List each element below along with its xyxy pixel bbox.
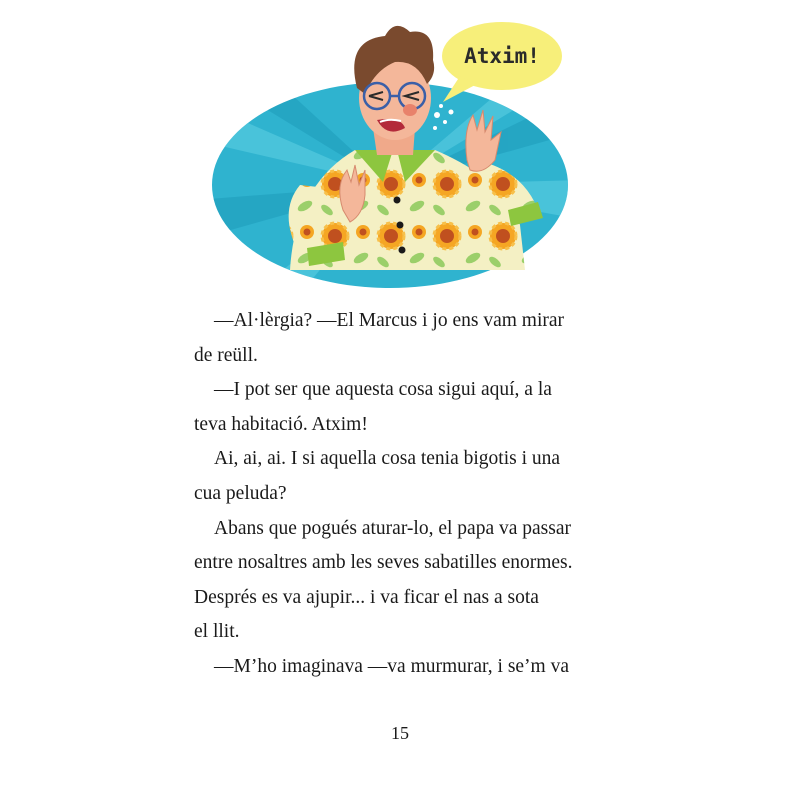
text-line: de reüll. [194, 344, 258, 366]
speech-bubble [442, 22, 562, 102]
text-line: Ai, ai, ai. I si aquella cosa tenia bigotis i una [214, 448, 561, 470]
page-number: 15 [391, 723, 409, 743]
text-line: —M’ho imaginava —va murmurar, i se’m va [214, 655, 569, 677]
text-line: Abans que pogués aturar-lo, el papa va passar [214, 517, 571, 539]
paragraph [194, 442, 614, 511]
paragraph [194, 512, 614, 650]
illustration [205, 10, 595, 290]
sneezing-man-illustration [205, 10, 595, 290]
text-line: entre nosaltres amb les seves sabatilles enormes. [194, 552, 573, 574]
text-line: el llit. [194, 621, 240, 643]
text-line: —I pot ser que aquesta cosa sigui aquí, a la [214, 379, 552, 401]
text-line: cua peluda? [194, 482, 287, 504]
text-line: —Al·lèrgia? —El Marcus i jo ens vam mirar [214, 310, 565, 331]
speech-bubble-text: Atxim! [464, 44, 540, 68]
paragraph [194, 373, 614, 442]
paragraph [194, 650, 614, 685]
paragraph [194, 304, 614, 373]
story-text [194, 304, 614, 685]
text-line: Després es va ajupir... i va ficar el nas a sota [194, 586, 539, 608]
text-line: teva habitació. Atxim! [194, 413, 368, 435]
